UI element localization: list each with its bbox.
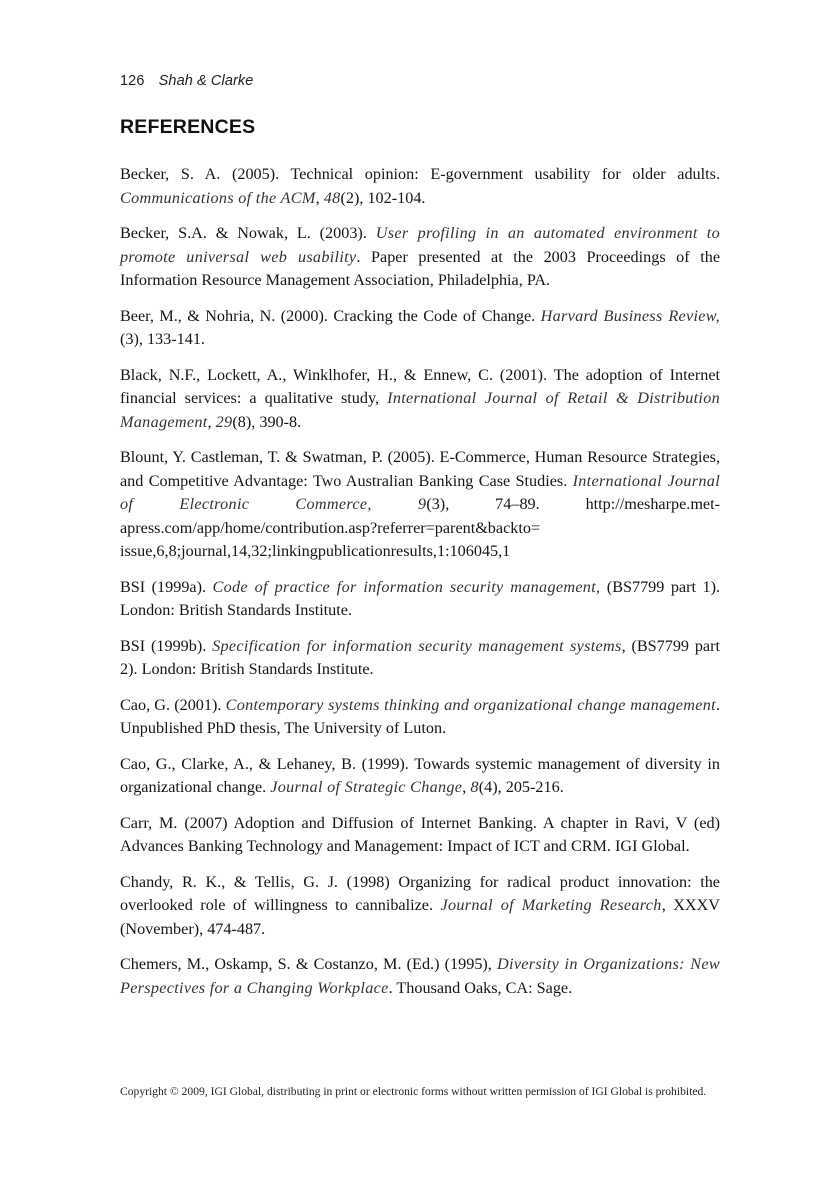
reference-entry [120,953,720,1000]
reference-text: Becker, S. A. (2005). Technical opinion: E-government usability for older adults. [120,165,720,183]
reference-title-italic: User profiling in an automated environment to promote universal web usability [120,224,720,266]
reference-text: (3), 74–89. http://mesharpe.met-apress.com/app/home/contribution.asp?referrer=parent&backto= issue,6,8;journal,14,32;linkingpublicationresults,1:106045,1 [120,495,720,560]
reference-title-italic: Harvard Business Review, [540,306,720,325]
reference-title-italic: Contemporary systems thinking and organizational change management [225,695,716,714]
reference-entry [120,163,720,210]
reference-title-italic: Journal of Marketing Research [440,896,662,914]
reference-text: Becker, S.A. & Nowak, L. (2003). [120,224,376,242]
reference-text: (4), 205-216. [478,778,564,796]
reference-entry [120,635,720,682]
reference-entry [120,305,720,352]
reference-text: , [315,188,324,207]
reference-text: BSI (1999b). [120,636,213,655]
reference-title-italic: 48 [323,188,341,207]
running-head-authors: Shah & Clarke [158,73,254,89]
reference-text: (8), 390-8. [232,412,302,431]
reference-text: Chemers, M., Oskamp, S. & Costanzo, M. (Ed.) (1995), [120,955,498,973]
running-head [120,73,253,89]
reference-text: , XXXV (November), 474-487. [120,896,720,938]
reference-entry [120,446,720,564]
page-number: 126 [120,73,145,89]
reference-title-italic: Communications of the ACM [120,188,316,207]
reference-text: Blount, Y. Castleman, T. & Swatman, P. (2005). E-Commerce, Human Resource Strategies, and Competitive Advantage: Two Australian Banking Case Studies. [120,448,720,490]
reference-text: Black, N.F., Lockett, A., Winklhofer, H., & Ennew, C. (2001). The adoption of Internet financial services: a qualitative study, [120,365,720,407]
reference-text: , [207,412,216,431]
reference-entry [120,694,720,741]
section-title: REFERENCES [120,116,256,138]
reference-text: . Thousand Oaks, CA: Sage. [388,978,573,997]
reference-title-italic: Specification for information security management systems [212,636,622,655]
reference-text: Beer, M., & Nohria, N. (2000). Cracking the Code of Change. [120,306,541,325]
reference-title-italic: International Journal of Electronic Commerce, 9 [120,471,720,513]
reference-entry [120,222,720,293]
reference-title-italic: International Journal of Retail & Distribution Management [120,389,721,431]
reference-title-italic: Journal of Strategic Change [270,778,463,796]
reference-text: Cao, G., Clarke, A., & Lehaney, B. (1999). Towards systemic management of diversity in organizational change. [120,754,720,796]
reference-title-italic: Code of practice for information security management, [212,577,601,596]
reference-text: , [462,778,471,796]
reference-text: Chandy, R. K., & Tellis, G. J. (1998) Organizing for radical product innovation: the overlooked role of willingness to cannibalize. [120,872,720,914]
reference-title-italic: 8 [470,778,479,796]
reference-entry [120,576,720,623]
reference-title-italic: Diversity in Organizations: New Perspectives for a Changing Workplace [120,955,720,997]
reference-text: (3), 133-141. [120,330,205,348]
reference-entry [120,812,720,859]
reference-text: . Paper presented at the 2003 Proceedings of the Information Resource Management Association, Philadelphia, PA. [120,247,721,289]
reference-text: (2), 102-104. [340,188,426,207]
copyright-footer: Copyright © 2009, IGI Global, distributing in print or electronic forms without written permission of IGI Global is prohibited. [120,1085,707,1098]
reference-text: , (BS7799 part 2). London: British Standards Institute. [120,636,720,678]
reference-list [120,163,720,1012]
reference-entry [120,364,720,435]
reference-text: . Unpublished PhD thesis, The University of Luton. [120,695,720,737]
reference-entry [120,871,720,942]
reference-text: Cao, G. (2001). [120,695,226,714]
reference-text: Carr, M. (2007) Adoption and Diffusion of Internet Banking. A chapter in Ravi, V (ed) Advances Banking Technology and Management: Impact of ICT and CRM. IGI Global. [120,813,720,855]
reference-title-italic: 29 [215,412,233,431]
reference-text: (BS7799 part 1). London: British Standards Institute. [120,577,721,619]
reference-text: BSI (1999a). [120,577,213,596]
reference-entry [120,753,720,800]
